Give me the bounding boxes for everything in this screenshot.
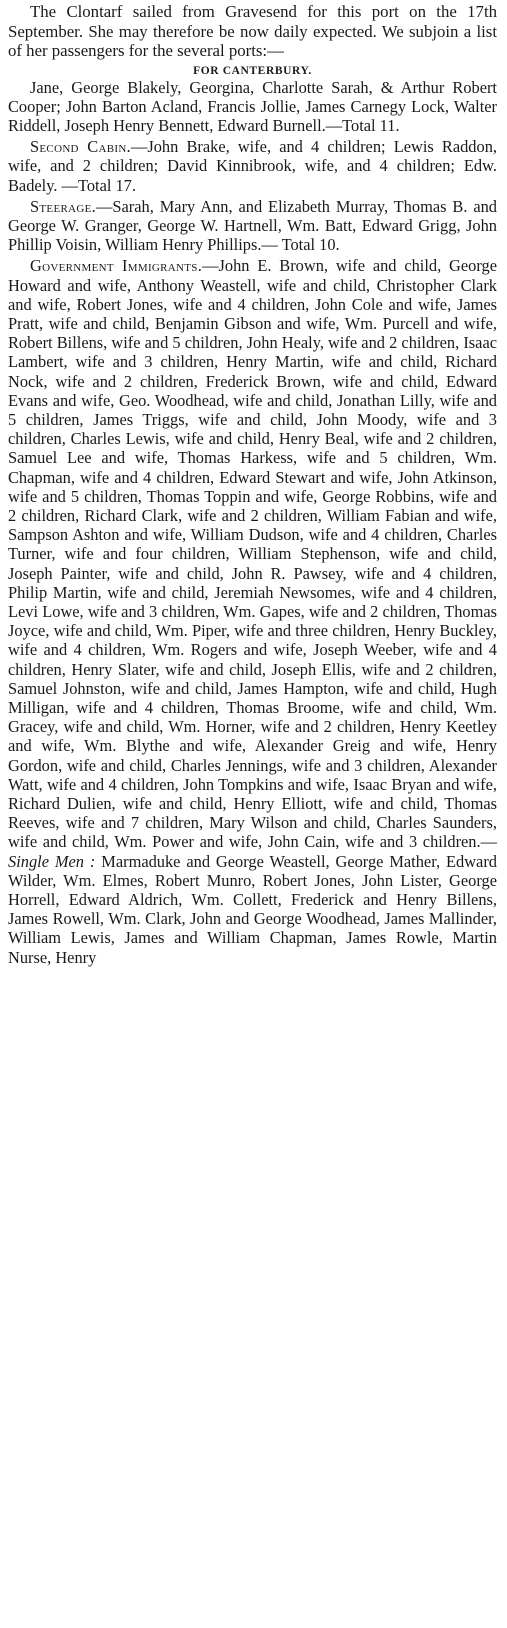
steerage-label: Steerage.	[30, 196, 97, 216]
intro-paragraph: The Clontarf sailed from Gravesend for this port on the 17th September. She may therefore be now daily expected. We subjoin a list of her passengers for the several ports:—	[8, 2, 497, 60]
steerage-paragraph	[8, 197, 497, 255]
second-cabin-text: —John Brake, wife, and 4 children; Lewis Raddon, wife, and 2 children; David Kinnibrook, wife, and 4 children; Edw. Badely. —Total 17.	[8, 137, 497, 195]
government-immigrants-text: —John E. Brown, wife and child, George Howard and wife, Anthony Weastell, wife and child, Christopher Clark and wife, Robert Jones, wife and 4 children, John Cole and wife, James Pratt, wife and child, Benjamin Gibson and wife, Wm. Purcell and wife, Robert Billens, wife and 5 children, John Healy, wife and 2 children, Isaac Lambert, wife and 3 children, Henry Martin, wife and child, Richard Nock, wife and 2 children, Frederick Brown, wife and child, Edward Evans and wife, Geo. Woodhead, wife and child, Jonathan Lilly, wife and 5 children, James Triggs, wife and child, John Moody, wife and 3 children, Charles Lewis, wife and child, Henry Beal, wife and 2 children, Samuel Lee and wife, Thomas Harkess, wife and 5 children, Wm. Chapman, wife and 4 children, Edward Stewart and wife, John Atkinson, wife and 5 children, Thomas Toppin and wife, George Robbins, wife and 2 children, Richard Clark, wife and 2 children, William Fabian and wife, Sampson Ashton and wife, William Dudson, wife and 4 children, Charles Turner, wife and four children, William Stephenson, wife and child, Joseph Painter, wife and child, John R. Pawsey, wife and 4 children, Philip Martin, wife and child, Jeremiah Newsomes, wife and 4 children, Levi Lowe, wife and 3 children, Wm. Gapes, wife and 2 children, Thomas Joyce, wife and child, Wm. Piper, wife and three children, Henry Buckley, wife and 4 children, Wm. Rogers and wife, Joseph Weeber, wife and 4 children, Henry Slater, wife and child, Joseph Ellis, wife and 2 children, Samuel Johnston, wife and child, James Hampton, wife and child, Hugh Milligan, wife and 4 children, Thomas Broome, wife and child, Wm. Gracey, wife and child, Wm. Horner, wife and 2 children, Henry Keetley and wife, Wm. Blythe and wife, Alexander Greig and wife, Henry Gordon, wife and child, Charles Jennings, wife and 3 children, Alexander Watt, wife and 4 children, John Tompkins and wife, Isaac Bryan and wife, Richard Dulien, wife and child, Henry Elliott, wife and child, Thomas Reeves, wife and 7 children, Mary Wilson and child, Charles Saunders, wife and child, Wm. Power and wife, John Cain, wife and 3 children.—	[8, 256, 497, 852]
second-cabin-paragraph	[8, 137, 497, 195]
second-cabin-label: Second Cabin.	[30, 137, 131, 157]
first-cabin-text: Jane, George Blakely, Georgina, Charlotte Sarah, & Arthur Robert Cooper; John Barton Acland, Francis Jollie, James Carnegy Lock, Walter Riddell, Joseph Henry Bennett, Edward Burnell.—Total 11.	[8, 77, 497, 135]
steerage-text: —Sarah, Mary Ann, and Elizabeth Murray, Thomas B. and George W. Granger, George W. Hartnell, Wm. Batt, Edward Grigg, John Phillip Voisin, William Henry Phillips.— Total 10.	[8, 196, 497, 255]
first-cabin-paragraph	[8, 78, 497, 136]
single-men-label: Single Men :	[8, 851, 96, 871]
government-immigrants-paragraph	[8, 256, 497, 967]
single-men-text: Marmaduke and George Weastell, George Mather, Edward Wilder, Wm. Elmes, Robert Munro, Robert Jones, John Lister, George Horrell, Edward Aldrich, Wm. Collett, Frederick and Henry Billens, James Rowell, Wm. Clark, John and George Woodhead, James Mallinder, William Lewis, James and William Chapman, James Rowle, Martin Nurse, Henry	[8, 851, 497, 967]
section-heading: FOR CANTERBURY.	[193, 64, 312, 77]
government-immigrants-label: Government Immigrants.	[30, 256, 203, 276]
